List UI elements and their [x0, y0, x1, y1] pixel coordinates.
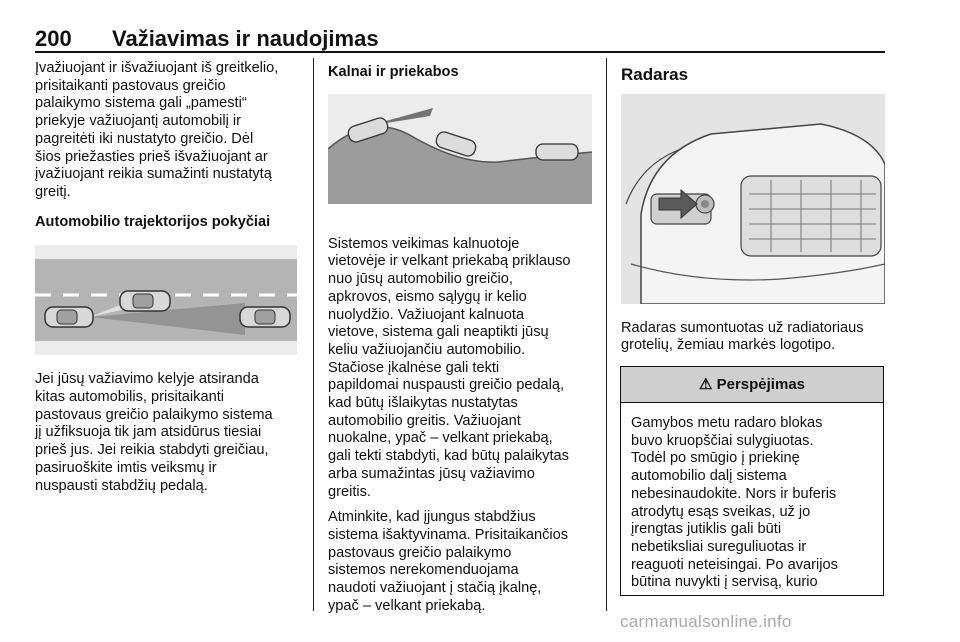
trajectory-paragraph: Jei jūsų važiavimo kelyje atsiranda kitas automobilis, prisitaikanti pastovaus greičio palaikymo sistema jį užfiksuoja tik jam atsidūrus tiesiai prieš jus. Jei reikia stabdyti greičiau, pasiruoškite imtis veiksmų ir nuspausti stabdžių pedalą. [35, 371, 273, 494]
car-own [45, 307, 93, 327]
chapter-title: Važiavimas ir naudojimas [112, 26, 379, 51]
car-ahead [240, 307, 290, 327]
radar-sensor-marker [696, 195, 714, 213]
warning-text: Gamybos metu radaro blokas buvo kruopščiai sulygiuotas. Todėl po smūgio į priekinę automobilio dalį sistema nebesinaudokite. Nors ir buferis atrodytų esąs sveikas, už jo įrengtas jutiklis gali būti nebetiksliai sureguliuotas ir reaguoti neteisingai. Po avarijos būtina nuvykti į servisą, kurio [631, 415, 838, 591]
header-rule [35, 51, 885, 53]
trajectory-figure [35, 245, 297, 355]
section-heading-trajectory: Automobilio trajektorijos pokyčiai [35, 213, 271, 230]
page-number: 200 [35, 26, 72, 51]
hills-paragraph-1: Sistemos veikimas kalnuotoje vietovėje ir velkant priekabą priklauso nuo jūsų automobilio greičio, apkrovos, eismo sąlygų ir kelio nuolydžio. Važiuojant kalnuota vietove, sistema gali neaptikti jūsų keliu važiuojančiu automobilio. Stačiose įkalnėse gali tekti papildomai nuspausti greičio pedalą, kad būtų išlaikytas nustatytas automobilio greitis. Važiuojant nuokalne, ypač – velkant priekabą, gali tekti stabdyti, kad būtų palaikytas arba sumažintas jūsų važiavimo greitis. [328, 235, 571, 500]
warning-triangle-icon: ⚠ [698, 376, 713, 393]
radar-paragraph: Radaras sumontuotas už radiatoriaus grotelių, žemiau markės logotipo. [621, 319, 864, 354]
warning-box [620, 366, 884, 596]
page-header [35, 26, 885, 50]
column-divider-1 [313, 58, 314, 611]
car-flat [536, 144, 578, 160]
column-divider-2 [606, 58, 607, 611]
section-heading-radar: Radaras [621, 65, 689, 84]
hills-paragraph-2: Atminkite, kad įjungus stabdžius sistema išaktyvinama. Prisitaikančios pastovaus greičio palaikymo sistemos nerekomenduojama naudoti važiuojant į stačią įkalnę, ypač – velkant priekabą. [328, 509, 569, 614]
column-2 [328, 60, 600, 615]
column-3 [621, 60, 885, 355]
warning-title: Perspėjimas [716, 376, 805, 393]
column-1 [35, 60, 305, 495]
section-heading-hills: Kalnai ir priekabos [328, 64, 459, 80]
radar-figure [621, 94, 885, 304]
watermark: carmanualsonline.info [620, 612, 792, 631]
hills-figure [328, 94, 592, 204]
intro-paragraph: Įvažiuojant ir išvažiuojant iš greitkelio, prisitaikanti pastovaus greičio palaikymo sistema gali „pamesti“ priekyje važiuojantį automobilį ir pagreitėti iki nustatyto greičio. Dėl šios priežasties prieš išvažiuojant ar įvažiuojant reikia sumažinti nustatytą greitį. [35, 60, 279, 200]
warning-header [621, 367, 883, 403]
car-changing-lane [120, 291, 170, 311]
